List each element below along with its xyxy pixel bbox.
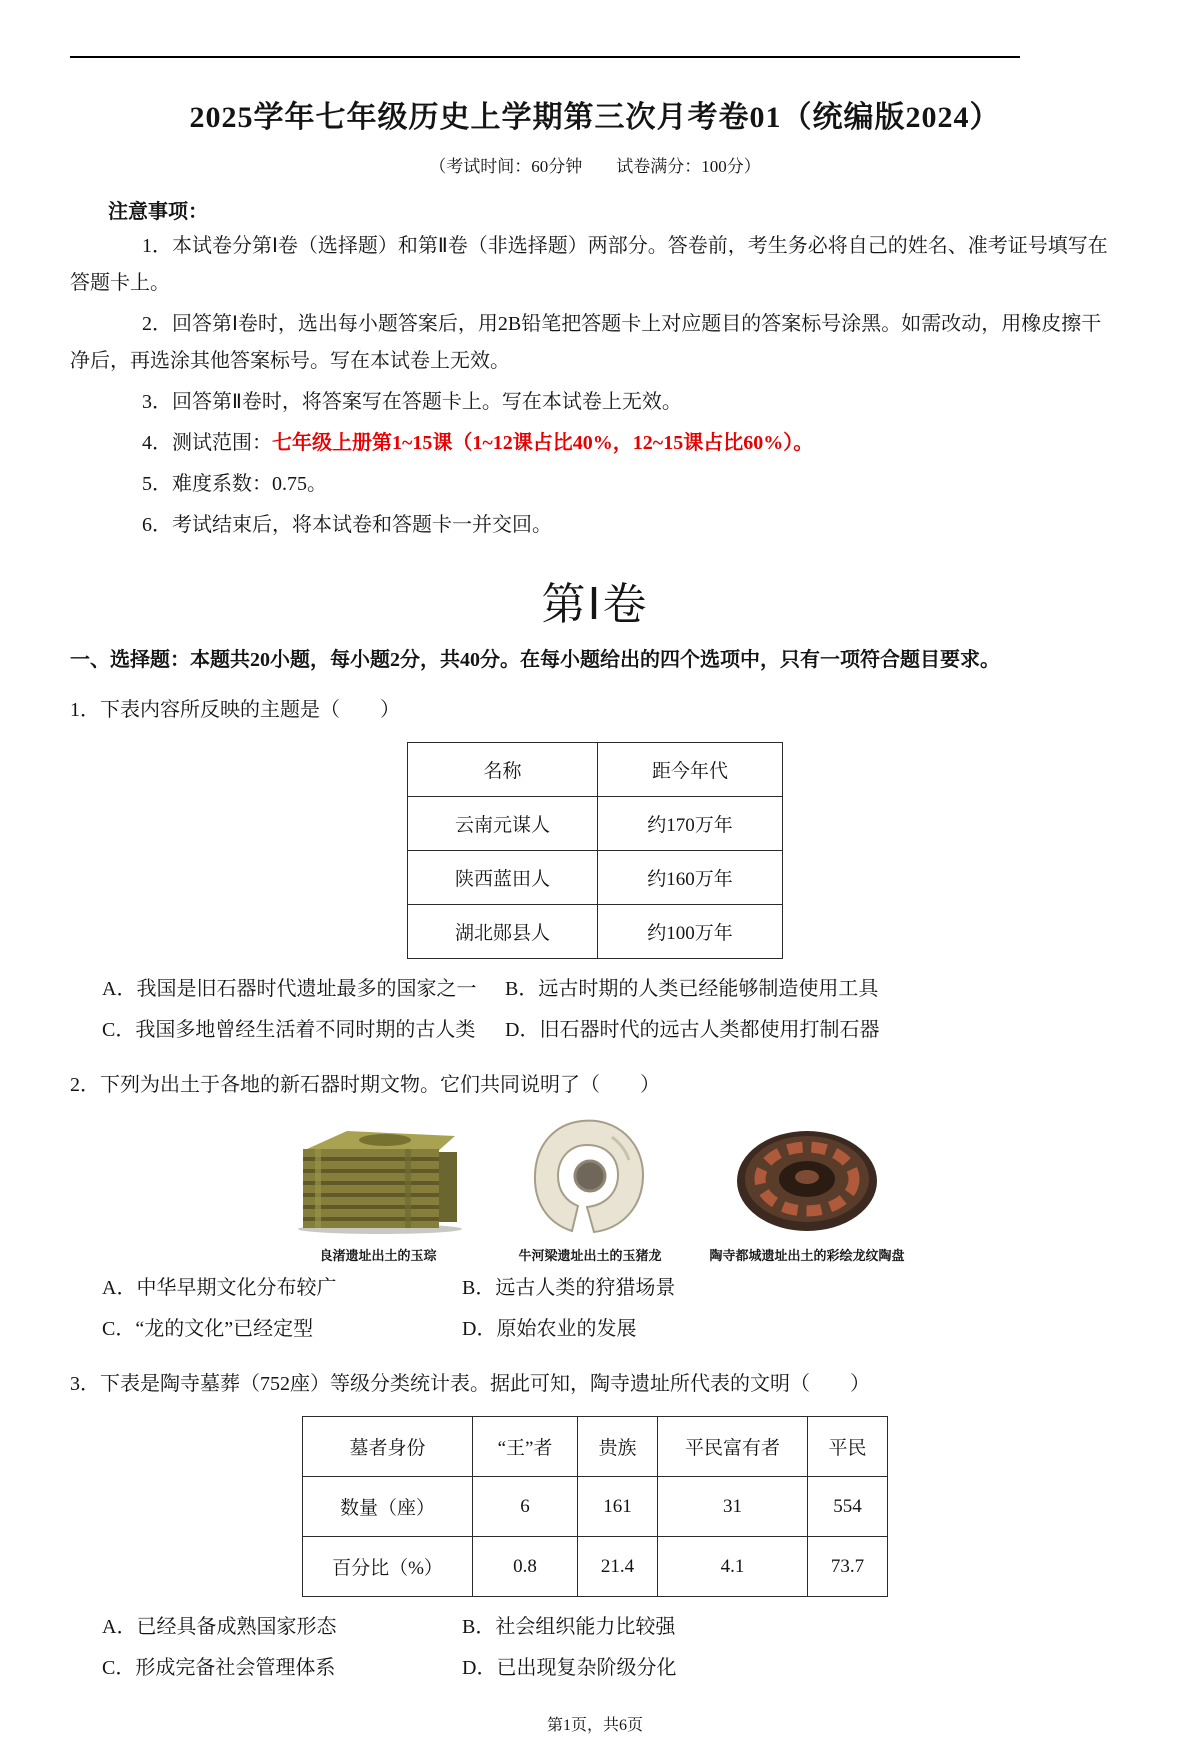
question-2-options: [102, 1268, 1120, 1350]
table-cell: 0.8: [473, 1537, 578, 1597]
table-cell: 陕西蓝田人: [408, 851, 598, 905]
table-row: [408, 851, 783, 905]
table-row: [408, 797, 783, 851]
note-item-6: 6．考试结束后，将本试卷和答题卡一并交回。: [142, 514, 552, 536]
question-3-options: [102, 1607, 1120, 1689]
table-header-cell: “王”者: [473, 1417, 578, 1477]
option-a: A．我国是旧石器时代遗址最多的国家之一: [102, 978, 477, 1000]
note-item-2: 2．回答第Ⅰ卷时，选出每小题答案后，用2B铅笔把答题卡上对应题目的答案标号涂黑。如需改动，用橡皮擦干净后，再选涂其他答案标号。写在本试卷上无效。: [70, 313, 1102, 372]
notices-section: [70, 195, 1120, 544]
question-2-artifact-images: [70, 1117, 1120, 1264]
option-c: C．“龙的文化”已经定型: [102, 1318, 314, 1340]
table-cell: 百分比（%）: [303, 1537, 473, 1597]
table-cell: 21.4: [578, 1537, 658, 1597]
option-c: C．我国多地曾经生活着不同时期的古人类: [102, 1019, 476, 1041]
figure-caption: 良渚遗址出土的玉琮: [319, 1248, 437, 1263]
table-header-cell: 平民: [808, 1417, 888, 1477]
header-rule: [70, 56, 1020, 58]
table-cell: 约160万年: [598, 851, 783, 905]
exam-time-score-line: （考试时间：60分钟 试卷满分：100分）: [429, 157, 761, 176]
table-cell: 554: [808, 1477, 888, 1537]
question-3-stem: 3．下表是陶寺墓葬（752座）等级分类统计表。据此可知，陶寺遗址所代表的文明（ ）: [70, 1373, 870, 1395]
table-header-row: [303, 1417, 888, 1477]
option-d: D．已出现复杂阶级分化: [462, 1657, 677, 1679]
table-row: [303, 1477, 888, 1537]
table-header-cell: 平民富有者: [658, 1417, 808, 1477]
option-a: A．已经具备成熟国家形态: [102, 1616, 337, 1638]
question-3: [70, 1366, 1120, 1689]
table-cell: 湖北郧县人: [408, 905, 598, 959]
jade-cong-illustration: [285, 1123, 470, 1235]
artifact-figure: [710, 1123, 905, 1264]
table-cell: 161: [578, 1477, 658, 1537]
option-row: [102, 1309, 1120, 1350]
note-item-4-range-highlight: 七年级上册第1~15课（1~12课占比40%，12~15课占比60%）。: [272, 432, 814, 454]
table-cell: 约100万年: [598, 905, 783, 959]
note-item-4-prefix: 4．测试范围：: [142, 432, 272, 454]
table-header-row: [408, 743, 783, 797]
table-cell: 6: [473, 1477, 578, 1537]
table-cell: 云南元谋人: [408, 797, 598, 851]
note-item-4: [70, 425, 1120, 462]
note-item-1: 1．本试卷分第Ⅰ卷（选择题）和第Ⅱ卷（非选择题）两部分。答卷前，考生务必将自己的姓名、准考证号填写在答题卡上。: [70, 235, 1108, 294]
artifact-figure: [518, 1117, 661, 1264]
figure-caption: 陶寺都城遗址出土的彩绘龙纹陶盘: [709, 1248, 905, 1263]
option-d: D．旧石器时代的远古人类都使用打制石器: [505, 1019, 880, 1041]
option-c: C．形成完备社会管理体系: [102, 1657, 336, 1679]
section-1-heading: 第Ⅰ卷: [541, 580, 649, 629]
option-b: B．远古人类的狩猎场景: [462, 1277, 676, 1299]
page-footer: 第1页，共6页: [546, 1717, 643, 1734]
table-header-cell: 名称: [408, 743, 598, 797]
jade-pig-dragon-illustration: [532, 1117, 647, 1235]
table-header-cell: 距今年代: [598, 743, 783, 797]
question-1-stem: 1．下表内容所反映的主题是（ ）: [70, 699, 400, 721]
table-cell: 数量（座）: [303, 1477, 473, 1537]
multiple-choice-instructions: 一、选择题：本题共20小题，每小题2分，共40分。在每小题给出的四个选项中，只有一项符合题目要求。: [70, 649, 1000, 671]
artifact-figure: [285, 1123, 470, 1264]
table-row: [408, 905, 783, 959]
painted-pottery-plate-illustration: [735, 1123, 880, 1235]
option-row: [102, 1648, 1120, 1689]
option-a: A．中华早期文化分布较广: [102, 1277, 337, 1299]
option-row: [102, 1010, 1120, 1051]
table-cell: 73.7: [808, 1537, 888, 1597]
option-d: D．原始农业的发展: [462, 1318, 637, 1340]
question-1-table: [407, 742, 783, 959]
table-header-cell: 贵族: [578, 1417, 658, 1477]
question-1: [70, 692, 1120, 1051]
table-cell: 31: [658, 1477, 808, 1537]
option-row: [102, 969, 1120, 1010]
option-row: [102, 1268, 1120, 1309]
question-2: [70, 1067, 1120, 1350]
exam-paper-page: [0, 56, 1190, 1761]
question-3-table: [302, 1416, 888, 1597]
table-header-cell: 墓者身份: [303, 1417, 473, 1477]
table-cell: 4.1: [658, 1537, 808, 1597]
table-cell: 约170万年: [598, 797, 783, 851]
note-item-3: 3．回答第Ⅱ卷时，将答案写在答题卡上。写在本试卷上无效。: [142, 391, 682, 413]
note-item-5: 5．难度系数：0.75。: [142, 473, 327, 495]
page-title: 2025学年七年级历史上学期第三次月考卷01（统编版2024）: [189, 101, 1001, 134]
table-row: [303, 1537, 888, 1597]
option-b: B．远古时期的人类已经能够制造使用工具: [505, 978, 879, 1000]
figure-caption: 牛河梁遗址出土的玉猪龙: [518, 1248, 662, 1263]
question-2-stem: 2．下列为出土于各地的新石器时期文物。它们共同说明了（ ）: [70, 1074, 660, 1096]
option-b: B．社会组织能力比较强: [462, 1616, 676, 1638]
notes-title: 注意事项：: [108, 201, 208, 223]
question-1-options: [102, 969, 1120, 1051]
option-row: [102, 1607, 1120, 1648]
